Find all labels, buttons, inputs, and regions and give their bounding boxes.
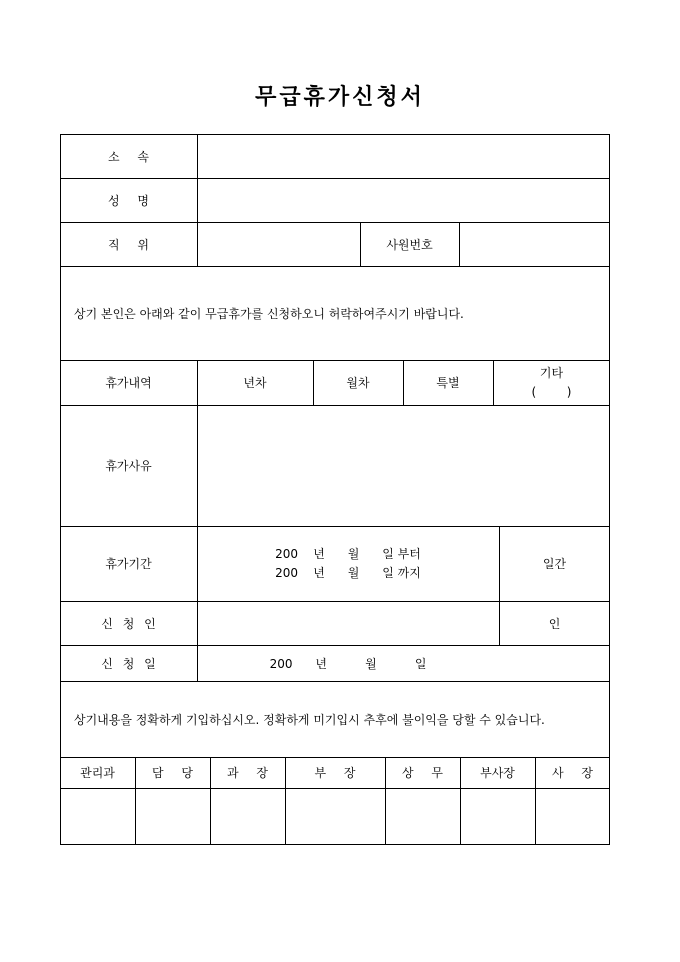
position-label: 직 위 [108, 237, 149, 252]
approval-sign-section-chief[interactable] [210, 788, 285, 845]
approval-sign-executive[interactable] [385, 788, 460, 845]
approval-header-section-chief: 과 장 [227, 766, 268, 780]
leave-type-label: 휴가내역 [105, 376, 152, 390]
approval-sign-department-head[interactable] [285, 788, 385, 845]
position-field[interactable] [197, 222, 360, 266]
approval-header-department-head: 부 장 [314, 766, 356, 780]
employee-no-label: 사원번호 [386, 237, 433, 252]
applicant-field[interactable] [197, 601, 499, 645]
approval-header-admin: 관리과 [80, 766, 115, 780]
approval-sign-president[interactable] [535, 788, 610, 845]
approval-header-executive: 상 무 [402, 766, 443, 780]
leave-period-label: 휴가기간 [105, 557, 152, 571]
leave-reason-field[interactable] [197, 405, 610, 526]
applicant-label: 신 청 인 [101, 616, 156, 631]
leave-reason-label: 휴가사유 [105, 459, 152, 473]
leave-type-other[interactable] [493, 360, 610, 405]
leave-type-monthly[interactable]: 월차 [346, 376, 370, 390]
leave-type-special[interactable]: 특별 [436, 376, 460, 390]
leave-type-other-label: 기타 [539, 365, 564, 380]
apply-date-field[interactable] [197, 645, 499, 681]
leave-period-field[interactable] [197, 526, 499, 601]
approval-header-president: 사 장 [552, 766, 593, 780]
name-label: 성 명 [108, 193, 149, 208]
approval-header-staff: 담 당 [152, 766, 193, 780]
name-field[interactable] [197, 178, 610, 222]
approval-sign-vice-president[interactable] [460, 788, 535, 845]
period-from: 200 년 월 일 부터 [275, 546, 421, 561]
apply-date-label: 신 청 일 [101, 656, 156, 671]
apply-date-value: 200 년 월 일 [269, 656, 427, 671]
period-to: 200 년 월 일 까지 [275, 565, 421, 580]
leave-type-other-blank: ( ) [531, 384, 572, 399]
period-days-label: 일간 [542, 557, 567, 571]
seal-label: 인 [548, 616, 561, 631]
approval-header-vice-president: 부사장 [480, 766, 515, 780]
leave-type-annual[interactable]: 년차 [243, 376, 267, 390]
affiliation-label: 소 속 [108, 149, 149, 164]
statement-text: 상기 본인은 아래와 같이 무급휴가를 신청하오니 허락하여주시기 바랍니다. [74, 306, 464, 321]
approval-sign-admin[interactable] [60, 788, 135, 845]
approval-sign-staff[interactable] [135, 788, 210, 845]
employee-no-field[interactable] [459, 222, 610, 266]
notice-text: 상기내용을 정확하게 기입하십시오. 정확하게 미기입시 추후에 불이익을 당할 수 있습니다. [74, 712, 545, 727]
form-title: 무급휴가신청서 [255, 84, 425, 110]
affiliation-field[interactable] [197, 134, 610, 178]
